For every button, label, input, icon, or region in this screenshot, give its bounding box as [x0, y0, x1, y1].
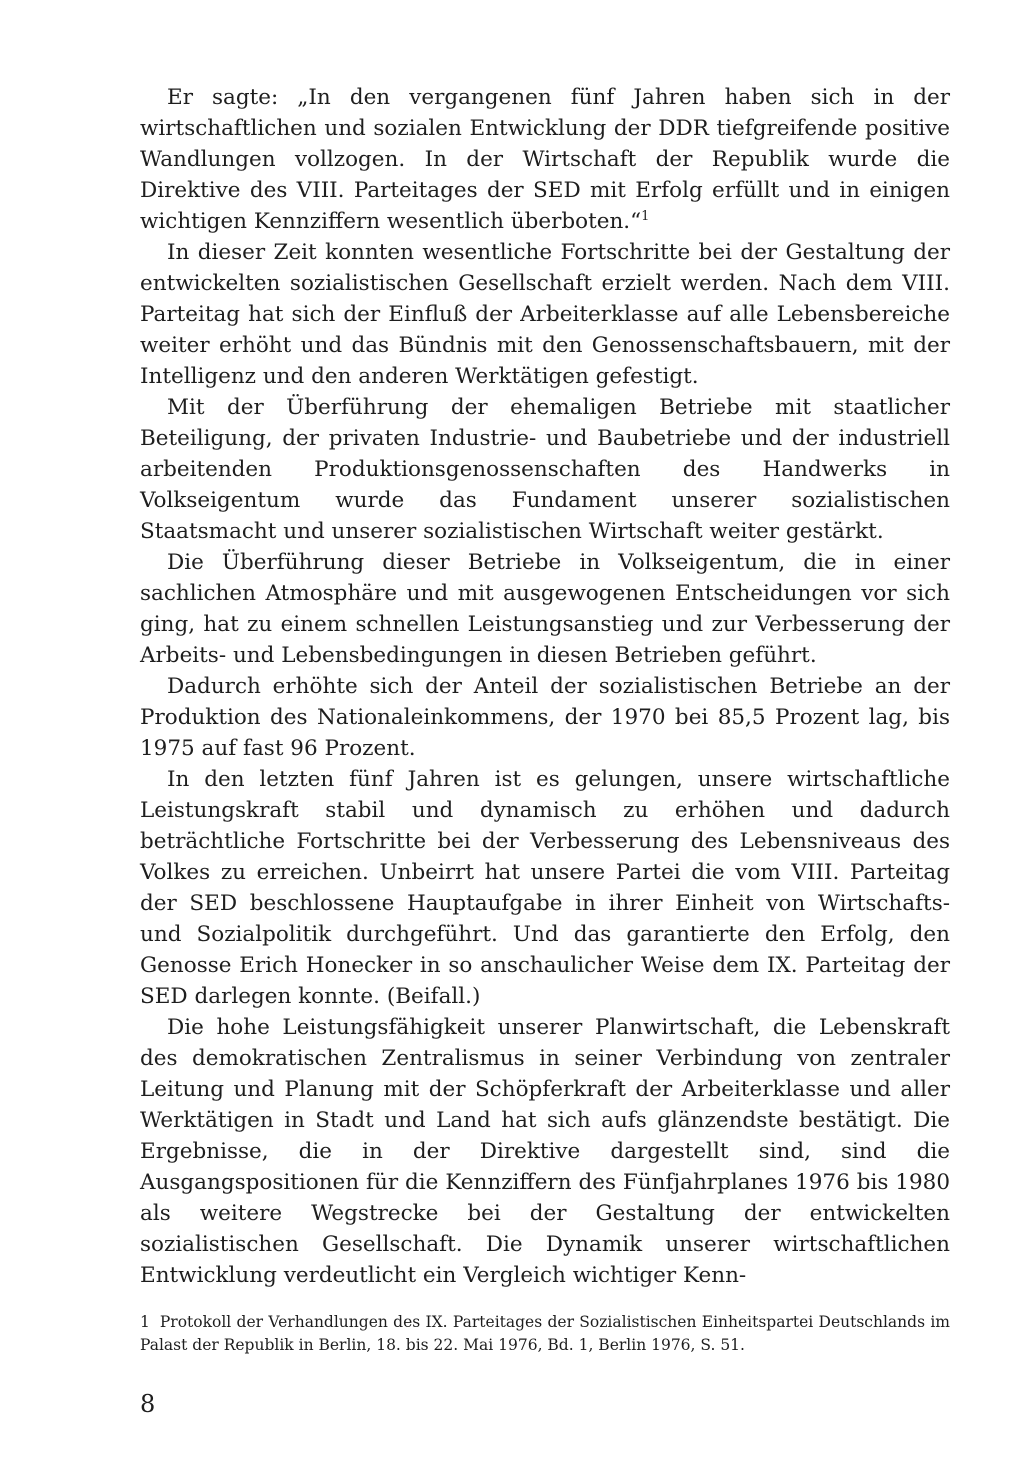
document-page [140, 82, 950, 1419]
paragraph-text: Er sagte: „In den vergangenen fünf Jahren haben sich in der wirtschaftlichen und sozialen Entwicklung der DDR tiefgreifende positive Wandlungen vollzogen. In der Wirtschaft der Republik wurde die Direktive des VIII. Parteitages der SED mit Erfolg erfüllt und in einigen wichtigen Kennziffern wesentlich überboten.“ [140, 85, 950, 234]
paragraph: Die hohe Leistungsfähigkeit unserer Planwirtschaft, die Lebenskraft des demokratischen Zentralismus in seiner Verbindung von zentraler Leitung und Planung mit der Schöpferkraft der Arbeiterklasse und aller Werktätigen in Stadt und Land hat sich aufs glänzendste bestätigt. Die Ergebnisse, die in der Direktive dargestellt sind, sind die Ausgangspositionen für die Kennziffern des Fünfjahrplanes 1976 bis 1980 als weitere Wegstrecke bei der Gestaltung der entwickelten sozialistischen Gesellschaft. Die Dynamik unserer wirtschaftlichen Entwicklung verdeutlicht ein Vergleich wichtiger Kenn- [140, 1015, 950, 1288]
body-text [140, 82, 950, 1291]
footnote-text: Protokoll der Verhandlungen des IX. Parteitages der Sozialistischen Einheitspartei Deutschlands im Palast der Republik in Berlin, 18. bis 22. Mai 1976, Bd. 1, Berlin 1976, S. 51. [140, 1313, 950, 1354]
page-number: 8 [140, 1390, 156, 1418]
paragraph: In dieser Zeit konnten wesentliche Fortschritte bei der Gestaltung der entwickelten sozialistischen Gesellschaft erzielt werden. Nach dem VIII. Parteitag hat sich der Einfluß der Arbeiterklasse auf alle Lebensbereiche weiter erhöht und das Bündnis mit den Genossenschaftsbauern, mit der Intelligenz und den anderen Werktätigen gefestigt. [140, 240, 950, 389]
paragraph: In den letzten fünf Jahren ist es gelungen, unsere wirtschaftliche Leistungskraft stabil und dynamisch zu erhöhen und dadurch beträchtliche Fortschritte bei der Verbesserung des Lebensniveaus des Volkes zu erreichen. Unbeirrt hat unsere Partei die vom VIII. Parteitag der SED beschlossene Hauptaufgabe in ihrer Einheit von Wirtschafts- und Sozialpolitik durchgeführt. Und das garantierte den Erfolg, den Genosse Erich Honecker in so anschaulicher Weise dem IX. Parteitag der SED darlegen konnte. (Beifall.) [140, 767, 950, 1009]
footnote-reference: 1 [641, 209, 650, 224]
paragraph: Mit der Überführung der ehemaligen Betriebe mit staatlicher Beteiligung, der privaten Industrie- und Baubetriebe und der industriell arbeitenden Produktionsgenossenschaften des Handwerks in Volkseigentum wurde das Fundament unserer sozialistischen Staatsmacht und unserer sozialistischen Wirtschaft weiter gestärkt. [140, 395, 950, 544]
paragraph: Die Überführung dieser Betriebe in Volkseigentum, die in einer sachlichen Atmosphäre und mit ausgewogenen Entscheidungen vor sich ging, hat zu einem schnellen Leistungsanstieg und zur Verbesserung der Arbeits- und Lebensbedingungen in diesen Betrieben geführt. [140, 550, 950, 668]
footnote-marker: 1 [140, 1313, 150, 1331]
paragraph [140, 82, 950, 237]
paragraph: Dadurch erhöhte sich der Anteil der sozialistischen Betriebe an der Produktion des Nationaleinkommens, der 1970 bei 85,5 Prozent lag, bis 1975 auf fast 96 Prozent. [140, 674, 950, 761]
footnote [140, 1311, 950, 1357]
